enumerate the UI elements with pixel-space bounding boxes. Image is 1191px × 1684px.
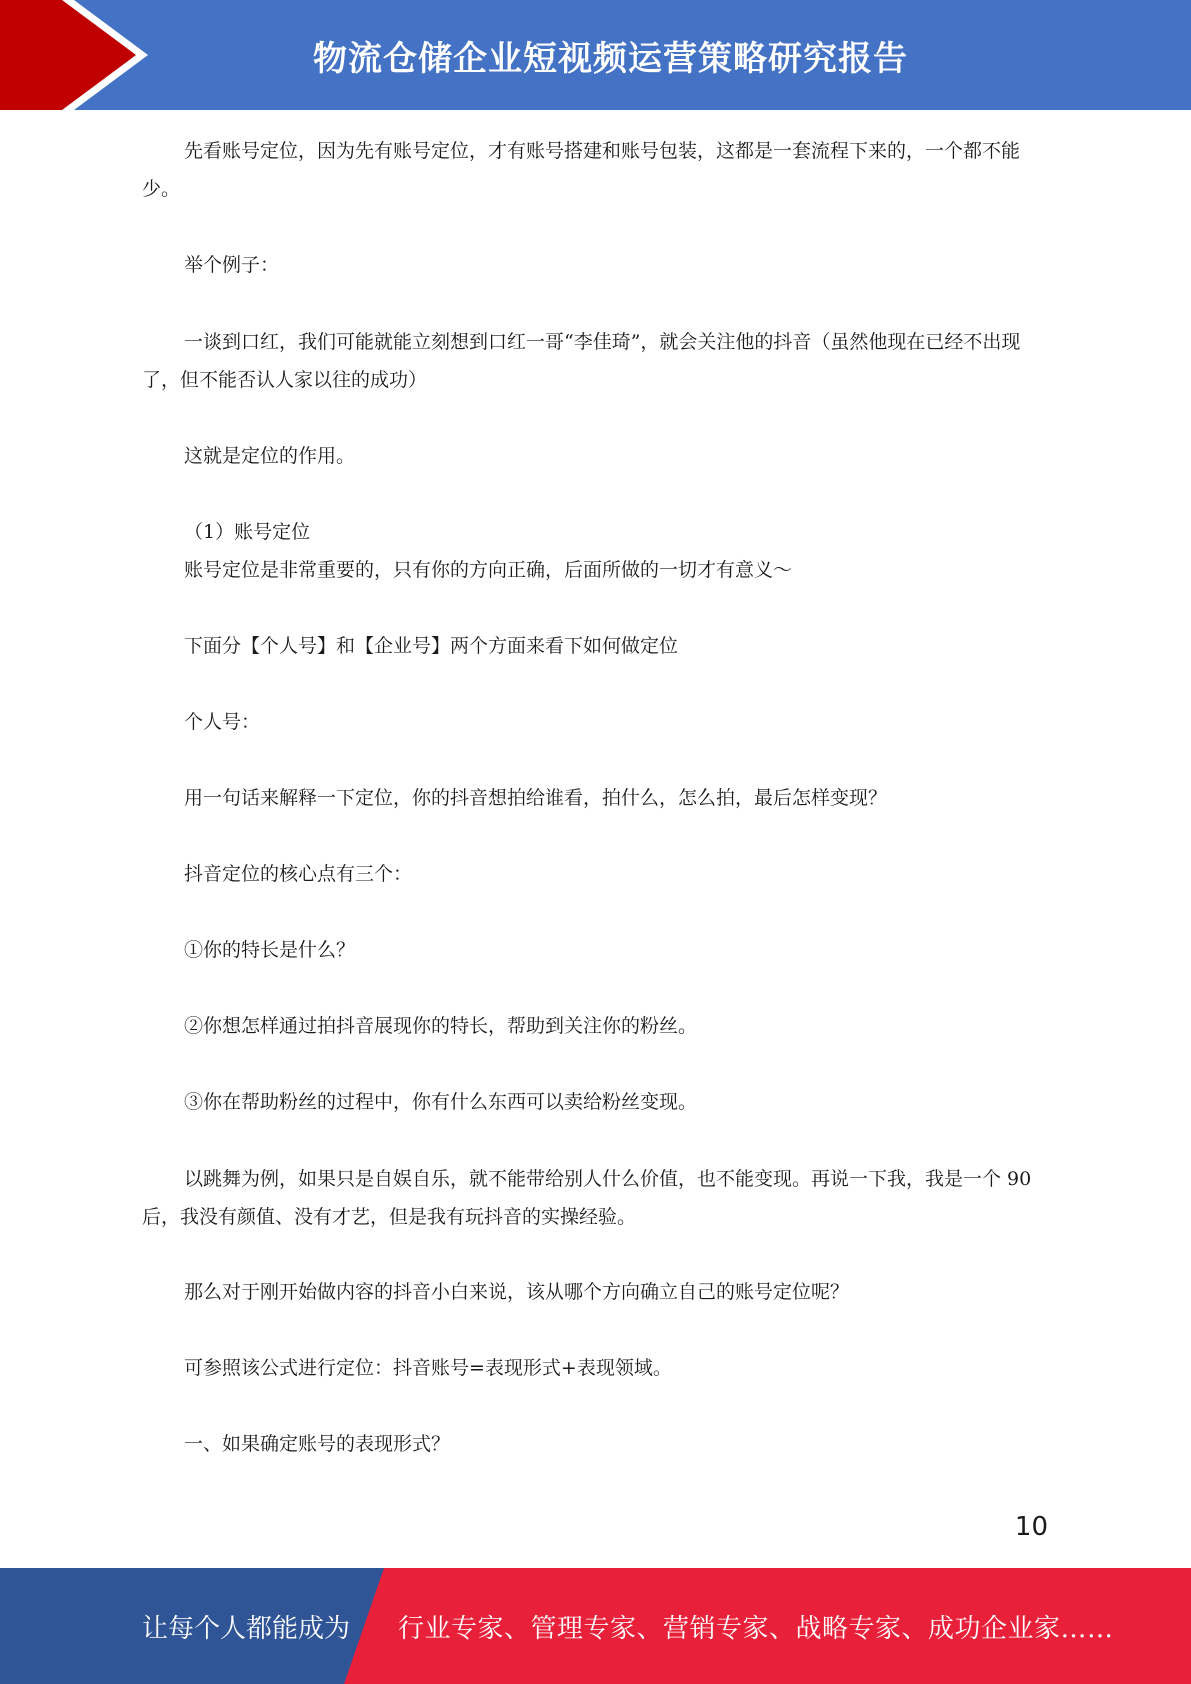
paragraph: 一谈到口红，我们可能就能立刻想到口红一哥“李佳琦”，就会关注他的抖音（虽然他现在已经不出现了，但不能否认人家以往的成功） <box>142 331 1021 391</box>
document-title: 物流仓储企业短视频运营策略研究报告 <box>313 38 908 79</box>
paragraph: 那么对于刚开始做内容的抖音小白来说，该从哪个方向确立自己的账号定位呢？ <box>184 1281 850 1303</box>
paragraph: 这就是定位的作用。 <box>184 445 356 467</box>
paragraph: 用一句话来解释一下定位，你的抖音想拍给谁看，拍什么，怎么拍，最后怎样变现？ <box>184 787 888 809</box>
section-heading: （1）账号定位 <box>184 521 311 543</box>
list-item: ①你的特长是什么？ <box>184 939 356 961</box>
paragraph: 先看账号定位，因为先有账号定位，才有账号搭建和账号包装，这都是一套流程下来的，一个都不能少。 <box>142 140 1021 200</box>
page-number: 10 <box>1014 1512 1048 1542</box>
page-header <box>0 0 1191 110</box>
paragraph: 个人号： <box>184 711 261 733</box>
page-footer <box>0 1568 1191 1684</box>
list-item: ②你想怎样通过拍抖音展现你的特长，帮助到关注你的粉丝。 <box>184 1015 698 1037</box>
paragraph: 一、如果确定账号的表现形式？ <box>184 1433 451 1455</box>
footer-slogan-left: 让每个人都能成为 <box>142 1613 351 1644</box>
list-item: ③你在帮助粉丝的过程中，你有什么东西可以卖给粉丝变现。 <box>184 1091 698 1113</box>
paragraph: 以跳舞为例，如果只是自娱自乐，就不能带给别人什么价值，也不能变现。再说一下我，我是一个 90 后，我没有颜值、没有才艺，但是我有玩抖音的实操经验。 <box>142 1168 1032 1228</box>
paragraph: 可参照该公式进行定位：抖音账号=表现形式+表现领域。 <box>184 1357 672 1379</box>
paragraph: 账号定位是非常重要的，只有你的方向正确，后面所做的一切才有意义～ <box>184 559 793 581</box>
footer-slogan-right: 行业专家、管理专家、营销专家、战略专家、成功企业家…… <box>398 1613 1114 1644</box>
paragraph: 抖音定位的核心点有三个： <box>184 863 413 885</box>
paragraph: 举个例子： <box>184 254 280 276</box>
paragraph: 下面分【个人号】和【企业号】两个方面来看下如何做定位 <box>184 635 679 657</box>
